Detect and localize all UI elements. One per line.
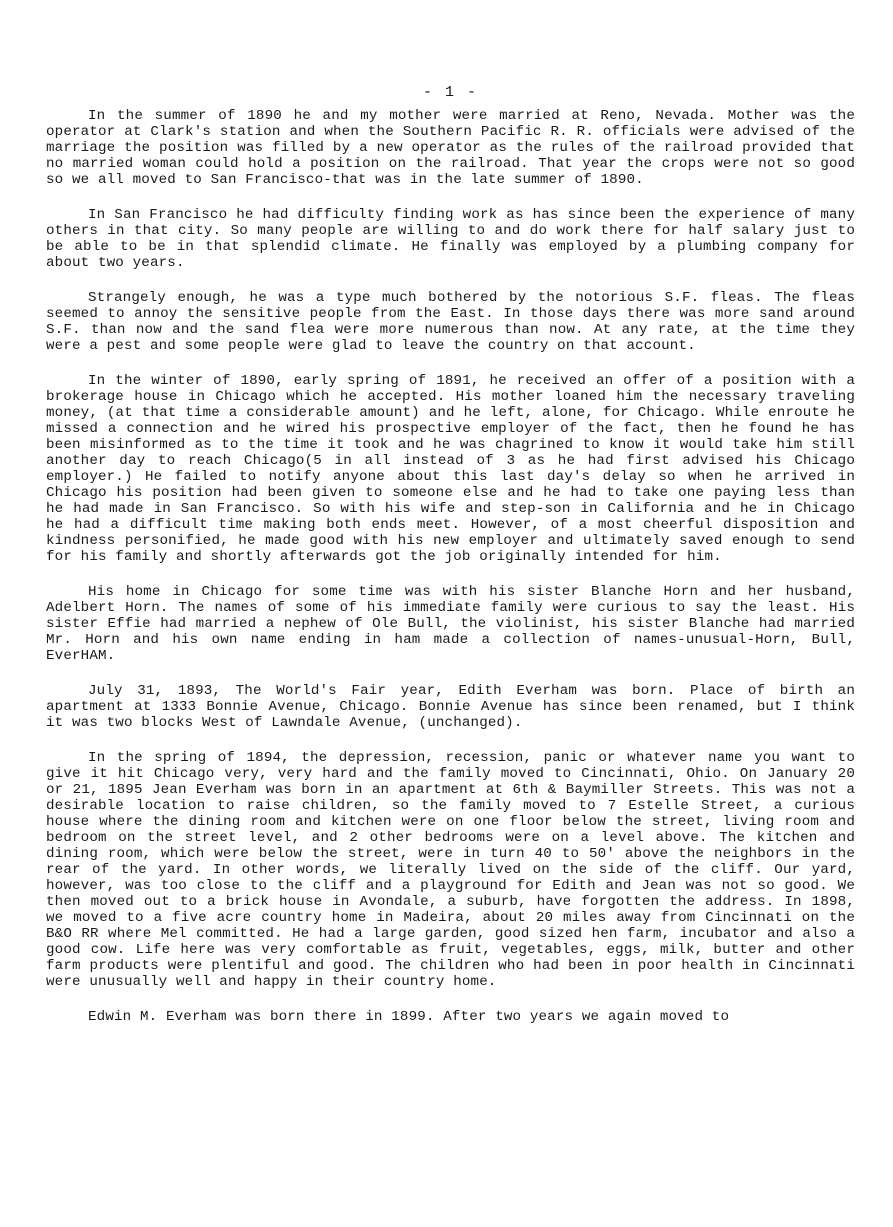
paragraph-fleas: Strangely enough, he was a type much bothered by the notorious S.F. fleas. The fleas seemed to annoy the sensitive people from the East. In those days there was more sand around S.F. than now and the sand flea were more numerous than now. At any rate, at the time they were a pest and some people were glad to leave the country on that account. — [46, 290, 855, 354]
paragraph-edwin-birth: Edwin M. Everham was born there in 1899. After two years we again moved to — [88, 1009, 730, 1025]
paragraph-chicago-job: In the winter of 1890, early spring of 1891, he received an offer of a position with a brokerage house in Chicago which he accepted. His mother loaned him the necessary traveling money, (at that time a considerable amount) and he left, alone, for Chicago. While enroute he missed a connection and he wired his prospective employer of the fact, then he found he has been misinformed as to the time it took and he was chagrined to know it would take him still another day to reach Chicago(5 in all instead of 3 as he had first advised his Chicago employer.) He failed to notify anyone about this last day's delay so when he arrived in Chicago his position had been given to someone else and he had to take one paying less than he had made in San Francisco. So with his wife and step-son in California and he in Chicago he had a difficult time making both ends meet. However, of a most cheerful disposition and kindness personified, he made good with his new employer and ultimately saved enough to send for his family and shortly afterwards got the job originally intended for him. — [46, 373, 855, 565]
page-number: - 1 - — [422, 84, 478, 101]
paragraph-san-francisco-work: In San Francisco he had difficulty finding work as has since been the experience of many others in that city. So many people are willing to and do work there for half salary just to be able to be in that splendid climate. He finally was employed by a plumbing company for about two years. — [46, 207, 855, 271]
paragraph-edith-birth: July 31, 1893, The World's Fair year, Edith Everham was born. Place of birth an apartment at 1333 Bonnie Avenue, Chicago. Bonnie Avenue has since been renamed, but I think it was two blocks West of Lawndale Avenue, (unchanged). — [46, 683, 855, 731]
paragraph-marriage-reno: In the summer of 1890 he and my mother were married at Reno, Nevada. Mother was the operator at Clark's station and when the Southern Pacific R. R. officials were advised of the marriage the position was filled by a new operator as the rules of the railroad provided that no married woman could hold a position on the railroad. That year the crops were not so good so we all moved to San Francisco-that was in the late summer of 1890. — [46, 108, 855, 188]
paragraph-family-names: His home in Chicago for some time was with his sister Blanche Horn and her husband, Adelbert Horn. The names of some of his immediate family were curious to say the least. His sister Effie had married a nephew of Ole Bull, the violinist, his sister Blanche had married Mr. Horn and his own name ending in ham made a collection of names-unusual-Horn, Bull, EverHAM. — [46, 584, 855, 664]
paragraph-cincinnati: In the spring of 1894, the depression, recession, panic or whatever name you want to give it hit Chicago very, very hard and the family moved to Cincinnati, Ohio. On January 20 or 21, 1895 Jean Everham was born in an apartment at 6th & Baymiller Streets. This was not a desirable location to raise children, so the family moved to 7 Estelle Street, a curious house where the dining room and kitchen were on one floor below the street, living room and bedroom on the street level, and 2 other bedrooms were on a level above. The kitchen and dining room, which were below the street, were in turn 40 to 50' above the neighbors in the rear of the yard. In other words, we literally lived on the side of the cliff. Our yard, however, was too close to the cliff and a playground for Edith and Jean was not so good. We then moved out to a brick house in Avondale, a suburb, have forgotten the address. In 1898, we moved to a five acre country home in Madeira, about 20 miles away from Cincinnati on the B&O RR where Mel committed. He had a large garden, good sized hen farm, incubator and also a good cow. Life here was very comfortable as fruit, vegetables, eggs, milk, butter and other farm products were plentiful and good. The children who had been in poor health in Cincinnati were unusually well and happy in their country home. — [46, 750, 855, 990]
